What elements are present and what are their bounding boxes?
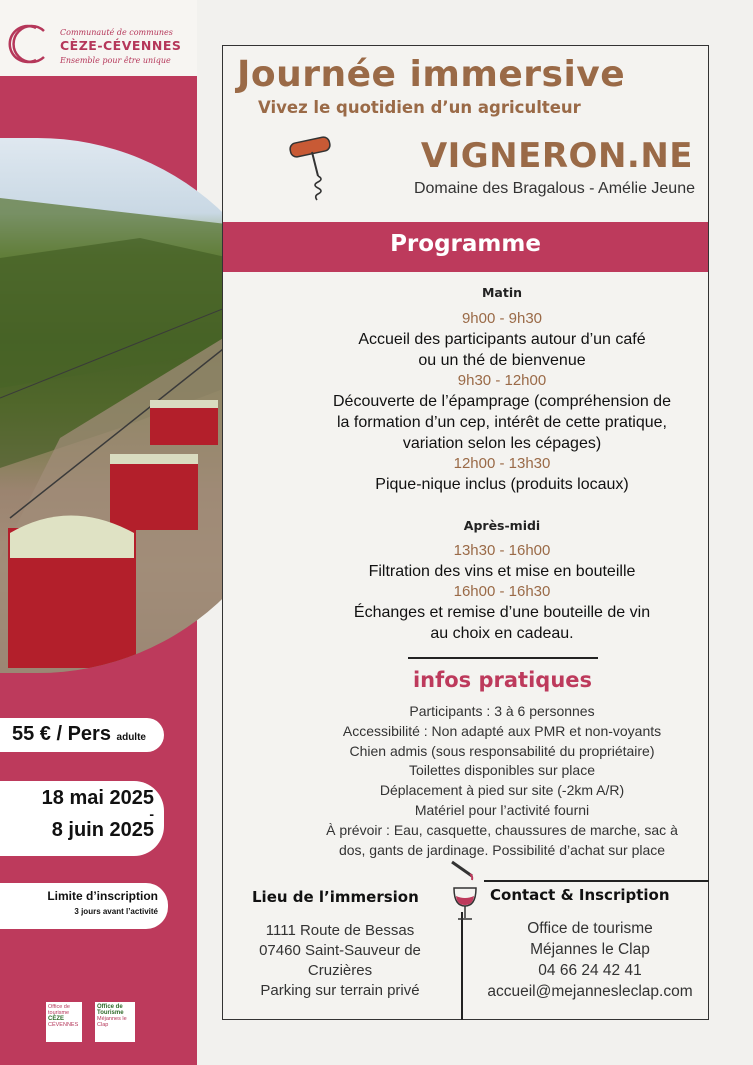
info-line: Chien admis (sous responsabilité du propriétaire) [349,742,655,759]
info-line: Matériel pour l’activité fourni [414,801,590,818]
page-subtitle: Vivez le quotidien d’un agriculteur [258,98,581,117]
profession-title: VIGNERON.NE [420,136,693,176]
logo-tagline: Ensemble pour être unique [60,56,171,65]
lieu-address [238,921,442,1001]
time-slot: 13h30 - 16h00 [453,542,551,559]
lieu-title: Lieu de l’immersion [252,888,419,906]
activity-line: au choix en cadeau. [430,625,574,642]
address-line: 1111 Route de Bessas [265,922,415,939]
programme-title: Programme [390,231,541,257]
dates-badge [0,781,164,856]
activity-line: Filtration des vins et mise en bouteille [368,563,636,580]
limit-badge [0,883,168,929]
time-slot: 9h00 - 9h30 [461,310,543,327]
price-note: adulte [116,732,146,743]
contact-email[interactable]: accueil@mejannesleclap.com [487,983,693,1000]
date-separator: - [149,806,154,822]
infos-list [300,702,704,860]
divider [408,657,598,659]
date-start: 18 mai 2025 [41,787,154,809]
page-title: Journée immersive [237,54,626,95]
activity-line: Pique-nique inclus (produits locaux) [375,476,629,493]
activity-line: ou un thé de bienvenue [418,352,586,369]
info-line: Déplacement à pied sur site (-2km A/R) [379,782,625,799]
infos-title: infos pratiques [412,668,593,692]
partner-logo-mejannes [95,1002,135,1042]
contact-line: Méjannes le Clap [530,941,650,958]
partner1-line1: Office de tourisme [48,1004,70,1016]
logo-area [0,0,197,76]
morning-label: Matin [481,285,523,300]
activity-line: Accueil des participants autour d’un café [358,331,646,348]
contact-title: Contact & Inscription [490,886,670,904]
activity-line: variation selon les cépages) [402,435,602,452]
price: 55 € / Pers [12,723,111,745]
address-line: 07460 Saint-Sauveur de [259,942,421,959]
activity-line: la formation d’un cep, intérêt de cette pratique, [337,414,667,431]
activity-line: Découverte de l’épamprage (compréhension de [333,393,671,410]
price-badge [0,718,164,752]
cc-logo-icon [6,22,50,66]
partner2-line1: Office de [97,1004,123,1010]
partner-logo-ceze [46,1002,82,1042]
time-slot: 9h30 - 12h00 [457,372,547,389]
logo-name: CÈZE-CÉVENNES [60,38,182,53]
logo-small-text: Communauté de communes [60,28,173,37]
info-line: Toilettes disponibles sur place [409,762,595,779]
contact-divider [484,880,709,882]
partner2-line2: Tourisme [97,1010,124,1016]
domain-name: Domaine des Bragalous - Amélie Jeune [413,180,695,197]
info-line: Accessibilité : Non adapté aux PMR et non-voyants [342,722,662,739]
contact-phone[interactable]: 04 66 24 42 41 [538,962,642,979]
date-end: 8 juin 2025 [51,819,154,841]
column-divider [461,912,463,1020]
contact-line: Office de tourisme [527,920,653,937]
afternoon-label: Après-midi [463,518,541,533]
partner1-line3: CÉVENNES [48,1022,79,1028]
afternoon-section [300,518,704,644]
wine-glass-icon [448,860,482,924]
limit-title: Limite d’inscription [47,889,158,903]
morning-section [300,285,704,495]
partner1-line2: CÈZE [48,1016,65,1022]
time-slot: 12h00 - 13h30 [453,455,551,472]
address-line: Cruzières [307,962,373,979]
limit-note: 3 jours avant l’activité [74,907,158,916]
info-line: dos, gants de jardinage. Possibilité d’achat sur place [338,841,666,858]
time-slot: 16h00 - 16h30 [453,583,551,600]
corkscrew-icon [288,134,336,202]
contact-details [470,918,710,1002]
info-line: Participants : 3 à 6 personnes [409,703,595,719]
activity-line: Échanges et remise d’une bouteille de vin [353,604,651,621]
info-line: À prévoir : Eau, casquette, chaussures de marche, sac à [326,821,678,838]
address-line: Parking sur terrain privé [260,982,420,999]
partner2-line3: Méjannes le Clap [97,1016,127,1028]
